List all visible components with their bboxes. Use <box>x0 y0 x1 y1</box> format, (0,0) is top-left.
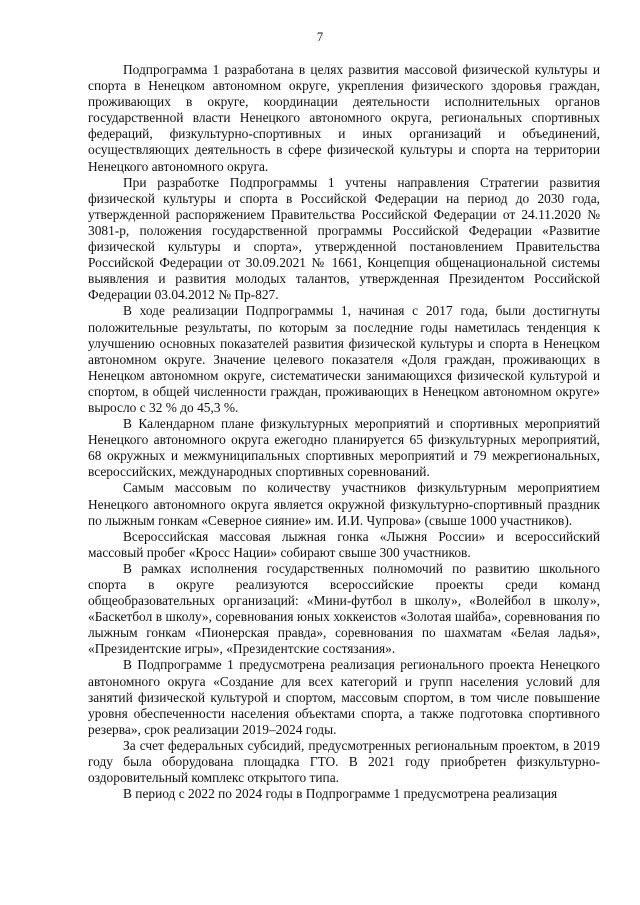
paragraph: За счет федеральных субсидий, предусмотренных региональным проектом, в 2019 году была оборудована площадка ГТО. В 2021 году приобретен физкультурно-оздоровительный комплекс открытого типа. <box>88 737 600 786</box>
paragraph: В рамках исполнения государственных полномочий по развитию школьного спорта в округе реализуются всероссийские проекты среди команд общеобразовательных организаций: «Мини-футбол в школу», «Волейбол в школу», «Баскетбол в школу», соревнования юных хоккеистов «Золотая шайба», соревнования по лыжным гонкам «Пионерская правда», соревнования по шахматам «Белая ладья», «Президентские игры», «Президентские состязания». <box>88 560 600 657</box>
paragraph: Всероссийская массовая лыжная гонка «Лыжня России» и всероссийский массовый пробег «Кросс Нации» собирают свыше 300 участников. <box>88 528 600 560</box>
paragraph: В ходе реализации Подпрограммы 1, начиная с 2017 года, были достигнуты положительные результаты, по которым за последние годы наметилась тенденция к улучшению основных показателей развития физической культуры и спорта в Ненецком автономном округе. Значение целевого показателя «Доля граждан, проживающих в Ненецком автономном округе, систематически занимающихся физической культурой и спортом, в общей численности граждан, проживающих в Ненецком автономном округе» выросло с 32 % до 45,3 %. <box>88 303 600 415</box>
paragraph: В Календарном плане физкультурных мероприятий и спортивных мероприятий Ненецкого автономного округа ежегодно планируется 65 физкультурных мероприятий, 68 окружных и межмуниципальных спортивных мероприятий и 79 межрегиональных, всероссийских, международных спортивных соревнований. <box>88 416 600 480</box>
paragraph: При разработке Подпрограммы 1 учтены направления Стратегии развития физической культуры и спорта в Российской Федерации на период до 2030 года, утвержденной распоряжением Правительства Российской Федерации от 24.11.2020 № 3081-р, положения государственной программы Российской Федерации «Развитие физической культуры и спорта», утвержденной постановлением Правительства Российской Федерации от 30.09.2021 № 1661, Концепция общенациональной системы выявления и развития молодых талантов, утвержденная Президентом Российской Федерации 03.04.2012 № Пр-827. <box>88 174 600 303</box>
paragraph: В период с 2022 по 2024 годы в Подпрограмме 1 предусмотрена реализация <box>123 786 558 802</box>
paragraph: Самым массовым по количеству участников физкультурным мероприятием Ненецкого автономного округа является окружной физкультурно-спортивный праздник по лыжным гонкам «Северное сияние» им. И.И. Чупрова» (свыше 1000 участников). <box>88 480 600 528</box>
paragraph: В Подпрограмме 1 предусмотрена реализация регионального проекта Ненецкого автономного округа «Создание для всех категорий и групп населения условий для занятий физической культурой и спортом, массовым спортом, в том числе повышение уровня обеспеченности населения объектами спорта, а также подготовка спортивного резерва», срок реализации 2019–2024 годы. <box>88 657 600 737</box>
page-number: 7 <box>316 30 324 44</box>
paragraph: Подпрограмма 1 разработана в целях развития массовой физической культуры и спорта в Ненецком автономном округе, укрепления физического здоровья граждан, проживающих в округе, координации деятельности исполнительных органов государственной власти Ненецкого автономного округа, региональных спортивных федераций, физкультурно-спортивных и иных организаций и объединений, осуществляющих деятельность в сфере физической культуры и спорта на территории Ненецкого автономного округа. <box>88 62 600 174</box>
body-text <box>88 62 600 802</box>
